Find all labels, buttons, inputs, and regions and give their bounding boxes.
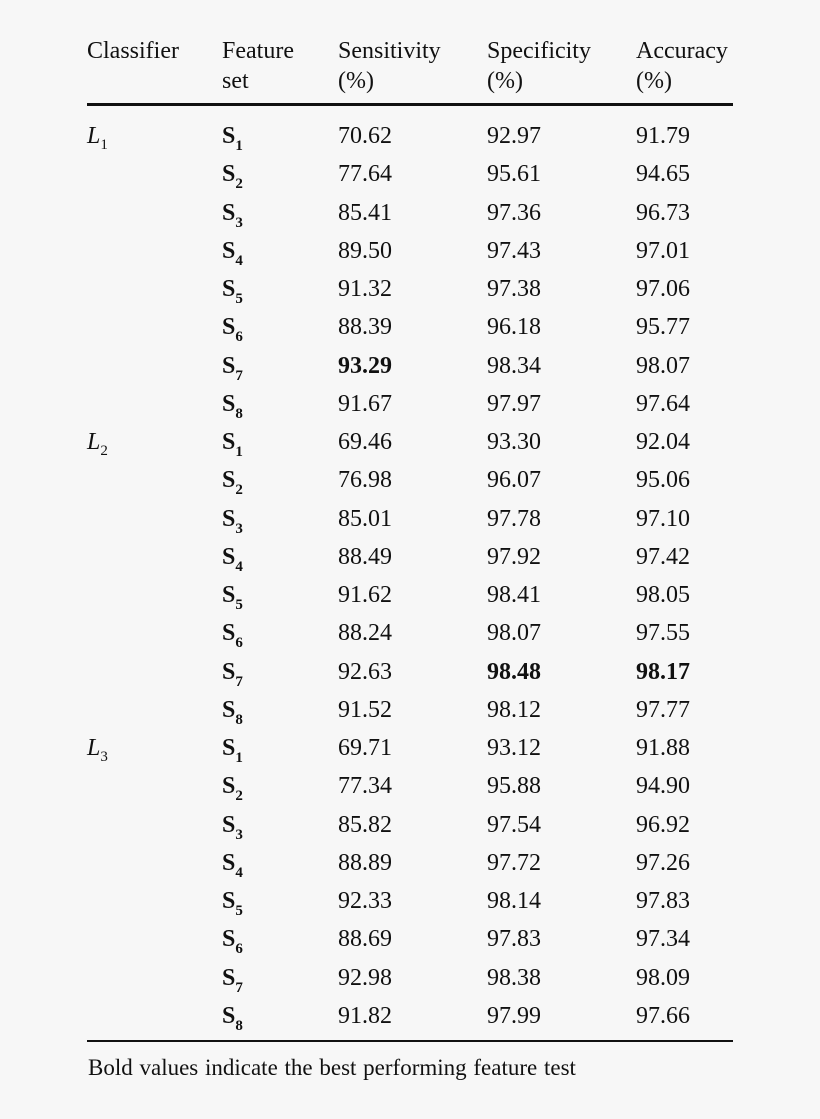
- specificity-value: 98.07: [487, 620, 541, 647]
- feature-set-base: S: [222, 620, 236, 647]
- sensitivity-value: 85.41: [338, 199, 392, 226]
- feature-set-base: S: [222, 582, 236, 608]
- feature-set-label: [222, 735, 243, 766]
- specificity-value: 98.48: [487, 658, 541, 685]
- feature-set-subscript: 2: [235, 482, 243, 499]
- accuracy-value: 97.34: [636, 926, 690, 953]
- bottom-rule: [87, 1040, 733, 1042]
- feature-set-subscript: 7: [235, 673, 243, 690]
- sensitivity-value: 91.82: [338, 1002, 392, 1029]
- feature-set-base: S: [222, 467, 236, 494]
- feature-set-base: S: [222, 505, 236, 532]
- sensitivity-value: 89.50: [338, 237, 392, 264]
- specificity-value: 97.43: [487, 237, 541, 264]
- header-feature-set: [222, 36, 294, 96]
- classifier-label: [87, 123, 108, 153]
- feature-set-base: S: [222, 811, 236, 838]
- feature-set-label: [222, 161, 243, 193]
- feature-set-label: [222, 276, 243, 307]
- feature-set-label: [222, 773, 243, 805]
- feature-set-subscript: 6: [235, 941, 243, 958]
- feature-set-subscript: 5: [235, 291, 243, 307]
- accuracy-value: 96.73: [636, 199, 690, 226]
- accuracy-value: 98.05: [636, 582, 690, 608]
- classifier-label: [87, 735, 108, 765]
- specificity-value: 97.83: [487, 926, 541, 953]
- header-sensitivity: [338, 36, 441, 96]
- sensitivity-value: 69.71: [338, 735, 392, 761]
- sensitivity-value: 69.46: [338, 429, 392, 455]
- specificity-value: 97.97: [487, 390, 541, 417]
- feature-set-label: [222, 1002, 243, 1034]
- feature-set-base: S: [222, 237, 236, 264]
- sensitivity-value: 91.52: [338, 696, 392, 723]
- feature-set-base: S: [222, 964, 236, 991]
- feature-set-base: S: [222, 123, 236, 149]
- accuracy-value: 91.79: [636, 123, 690, 149]
- accuracy-value: 97.83: [636, 888, 690, 914]
- specificity-value: 96.18: [487, 314, 541, 341]
- specificity-value: 97.36: [487, 199, 541, 226]
- feature-set-subscript: 6: [235, 329, 243, 346]
- sensitivity-value: 91.62: [338, 582, 392, 608]
- header-sensitivity-line-1: Sensitivity: [338, 38, 441, 64]
- header-specificity-line-2: (%): [487, 68, 523, 94]
- feature-set-subscript: 8: [235, 711, 243, 728]
- specificity-value: 97.78: [487, 505, 541, 532]
- feature-set-label: [222, 964, 243, 996]
- header-specificity-line-1: Specificity: [487, 38, 591, 64]
- sensitivity-value: 93.29: [338, 352, 392, 379]
- accuracy-value: 97.42: [636, 543, 690, 570]
- accuracy-value: 98.09: [636, 964, 690, 991]
- feature-set-label: [222, 123, 243, 154]
- classifier-label-base: L: [87, 735, 101, 761]
- accuracy-value: 97.10: [636, 505, 690, 532]
- sensitivity-value: 88.89: [338, 849, 392, 876]
- accuracy-value: 97.06: [636, 276, 690, 302]
- feature-set-label: [222, 620, 243, 652]
- specificity-value: 95.61: [487, 161, 541, 188]
- feature-set-subscript: 6: [235, 635, 243, 652]
- feature-set-subscript: 2: [235, 176, 243, 193]
- header-rule: [87, 103, 733, 106]
- accuracy-value: 97.55: [636, 620, 690, 647]
- feature-set-base: S: [222, 161, 236, 188]
- specificity-value: 93.12: [487, 735, 541, 761]
- sensitivity-value: 91.67: [338, 390, 392, 417]
- feature-set-base: S: [222, 849, 236, 876]
- header-classifier-line-1: Classifier: [87, 38, 179, 64]
- accuracy-value: 95.77: [636, 314, 690, 341]
- specificity-value: 98.34: [487, 352, 541, 379]
- sensitivity-value: 77.64: [338, 161, 392, 188]
- feature-set-subscript: 4: [235, 864, 243, 881]
- feature-set-base: S: [222, 199, 236, 226]
- header-accuracy-line-2: (%): [636, 68, 672, 94]
- classifier-label-subscript: 3: [100, 749, 108, 765]
- feature-set-label: [222, 429, 243, 460]
- specificity-value: 98.38: [487, 964, 541, 991]
- feature-set-label: [222, 199, 243, 231]
- feature-set-base: S: [222, 314, 236, 341]
- feature-set-subscript: 7: [235, 367, 243, 384]
- specificity-value: 97.99: [487, 1002, 541, 1029]
- sensitivity-value: 92.98: [338, 964, 392, 991]
- classifier-label: [87, 429, 108, 459]
- specificity-value: 97.72: [487, 849, 541, 876]
- specificity-value: 98.12: [487, 696, 541, 723]
- feature-set-base: S: [222, 1002, 236, 1029]
- accuracy-value: 97.26: [636, 849, 690, 876]
- specificity-value: 96.07: [487, 467, 541, 494]
- feature-set-subscript: 1: [235, 750, 243, 766]
- feature-set-base: S: [222, 926, 236, 953]
- feature-set-label: [222, 696, 243, 728]
- feature-set-base: S: [222, 888, 236, 914]
- feature-set-subscript: 7: [235, 979, 243, 996]
- feature-set-base: S: [222, 390, 236, 417]
- header-accuracy: [636, 36, 728, 96]
- accuracy-value: 95.06: [636, 467, 690, 494]
- feature-set-label: [222, 926, 243, 958]
- classifier-label-subscript: 2: [100, 443, 108, 459]
- sensitivity-value: 88.24: [338, 620, 392, 647]
- classifier-label-base: L: [87, 123, 101, 149]
- feature-set-label: [222, 352, 243, 384]
- feature-set-label: [222, 582, 243, 613]
- feature-set-base: S: [222, 543, 236, 570]
- accuracy-value: 97.01: [636, 237, 690, 264]
- feature-set-label: [222, 505, 243, 537]
- sensitivity-value: 91.32: [338, 276, 392, 302]
- specificity-value: 98.41: [487, 582, 541, 608]
- accuracy-value: 94.90: [636, 773, 690, 800]
- header-specificity: [487, 36, 591, 96]
- feature-set-subscript: 3: [235, 214, 243, 231]
- feature-set-base: S: [222, 658, 236, 685]
- feature-set-label: [222, 237, 243, 269]
- accuracy-value: 98.17: [636, 658, 690, 685]
- feature-set-base: S: [222, 352, 236, 379]
- feature-set-subscript: 2: [235, 788, 243, 805]
- feature-set-subscript: 5: [235, 903, 243, 919]
- sensitivity-value: 77.34: [338, 773, 392, 800]
- feature-set-base: S: [222, 735, 236, 761]
- specificity-value: 97.92: [487, 543, 541, 570]
- classifier-label-subscript: 1: [100, 137, 108, 153]
- feature-set-base: S: [222, 696, 236, 723]
- specificity-value: 98.14: [487, 888, 541, 914]
- table-footnote: Bold values indicate the best performing feature test: [88, 1055, 576, 1080]
- sensitivity-value: 88.69: [338, 926, 392, 953]
- feature-set-base: S: [222, 276, 236, 302]
- sensitivity-value: 70.62: [338, 123, 392, 149]
- header-feature-set-line-2: set: [222, 68, 249, 94]
- accuracy-value: 92.04: [636, 429, 690, 455]
- sensitivity-value: 76.98: [338, 467, 392, 494]
- feature-set-subscript: 3: [235, 520, 243, 537]
- feature-set-subscript: 3: [235, 826, 243, 843]
- sensitivity-value: 92.33: [338, 888, 392, 914]
- accuracy-value: 97.66: [636, 1002, 690, 1029]
- header-classifier: [87, 36, 179, 66]
- accuracy-value: 91.88: [636, 735, 690, 761]
- feature-set-label: [222, 543, 243, 575]
- feature-set-label: [222, 811, 243, 843]
- sensitivity-value: 85.82: [338, 811, 392, 838]
- feature-set-label: [222, 314, 243, 346]
- accuracy-value: 97.77: [636, 696, 690, 723]
- accuracy-value: 98.07: [636, 352, 690, 379]
- feature-set-label: [222, 658, 243, 690]
- feature-set-subscript: 5: [235, 597, 243, 613]
- feature-set-label: [222, 467, 243, 499]
- feature-set-label: [222, 849, 243, 881]
- feature-set-subscript: 1: [235, 444, 243, 460]
- header-sensitivity-line-2: (%): [338, 68, 374, 94]
- accuracy-value: 96.92: [636, 811, 690, 838]
- accuracy-value: 97.64: [636, 390, 690, 417]
- feature-set-label: [222, 888, 243, 919]
- feature-set-subscript: 4: [235, 252, 243, 269]
- feature-set-label: [222, 390, 243, 422]
- feature-set-base: S: [222, 429, 236, 455]
- specificity-value: 95.88: [487, 773, 541, 800]
- specificity-value: 97.38: [487, 276, 541, 302]
- feature-set-subscript: 8: [235, 405, 243, 422]
- feature-set-base: S: [222, 773, 236, 800]
- sensitivity-value: 88.39: [338, 314, 392, 341]
- accuracy-value: 94.65: [636, 161, 690, 188]
- specificity-value: 93.30: [487, 429, 541, 455]
- feature-set-subscript: 8: [235, 1017, 243, 1034]
- header-accuracy-line-1: Accuracy: [636, 38, 728, 64]
- feature-set-subscript: 1: [235, 138, 243, 154]
- sensitivity-value: 88.49: [338, 543, 392, 570]
- classifier-label-base: L: [87, 429, 101, 455]
- feature-set-subscript: 4: [235, 558, 243, 575]
- header-feature-set-line-1: Feature: [222, 38, 294, 64]
- specificity-value: 92.97: [487, 123, 541, 149]
- sensitivity-value: 85.01: [338, 505, 392, 532]
- sensitivity-value: 92.63: [338, 658, 392, 685]
- specificity-value: 97.54: [487, 811, 541, 838]
